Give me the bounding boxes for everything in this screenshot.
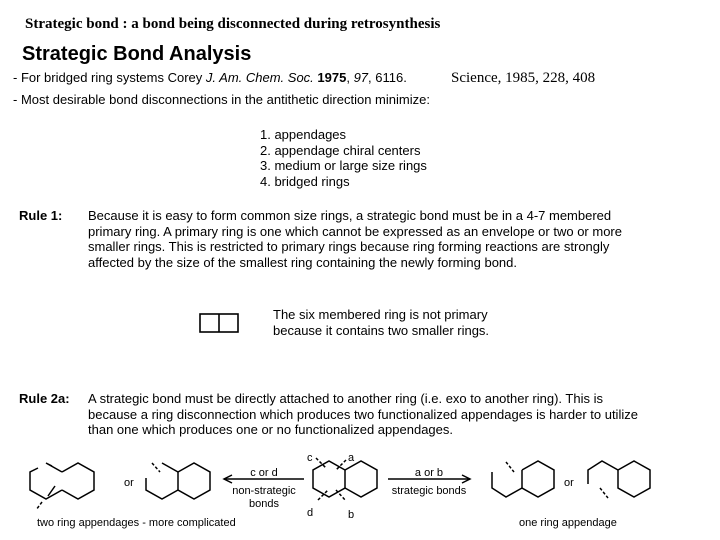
broken-bond-dash	[36, 502, 42, 510]
six-ring-note-line1: The six membered ring is not primary	[273, 307, 488, 322]
rule2a-label: Rule 2a:	[19, 391, 70, 406]
list-item: 1. appendages	[260, 127, 347, 142]
bond-label-b: b	[348, 509, 355, 521]
broken-bond-dash	[600, 488, 608, 498]
slide-title: Strategic bond : a bond being disconnected during retrosynthesis	[25, 16, 441, 32]
retrosynthesis-scheme	[0, 448, 720, 540]
corey-prefix: - For bridged ring systems Corey	[13, 70, 206, 85]
left-arrow-label-top: c or d	[250, 467, 278, 479]
list-item: 2. appendage chiral centers	[260, 142, 421, 158]
six-ring-note	[273, 307, 489, 338]
bond-label-a: a	[348, 452, 355, 464]
right-arrow-label-bottom: strategic bonds	[391, 485, 467, 497]
minimize-list	[260, 127, 427, 189]
cut-mark-b	[336, 490, 346, 501]
caption-left: two ring appendages - more complicated	[37, 517, 236, 529]
intact-ring	[178, 463, 210, 499]
or-left: or	[124, 477, 134, 489]
journal-pages: , 6116.	[368, 70, 407, 85]
left-arrow-label-bottom-1: non-strategic	[232, 485, 296, 497]
corey-reference-line: - For bridged ring systems Corey J. Am. Chem. Soc. 1975, 97, 6116.	[13, 70, 407, 85]
left-arrow-label-bottom-2: bonds	[249, 498, 279, 510]
opened-ring	[30, 468, 62, 499]
rule1-text: Because it is easy to form common size rings, a strategic bond must be in a 4-7 membered primary ring. A primary ring is one which cannot be expressed as an envelope or two or more smaller rings. This is restricted to primary rings because ring forming reactions are strongly affected by the size of the smallest ring containing the newly forming bond.	[88, 208, 622, 270]
journal-volume: 97	[353, 70, 369, 85]
intact-ring	[62, 463, 94, 499]
opened-ring	[146, 478, 178, 499]
appendage	[588, 461, 618, 484]
broken-bond-dash	[506, 462, 514, 472]
product-two-appendages-a	[30, 463, 94, 510]
list-item: 3. medium or large size rings	[260, 158, 427, 173]
right-arrow-label-top: a or b	[414, 467, 444, 479]
or-right: or	[564, 477, 574, 489]
bond-label-d: d	[307, 507, 314, 519]
rule2a-text: A strategic bond must be directly attached to another ring (i.e. exo to another ring). This is because a ring disconnection which produces two functionalized appendages is harder to utilize than one which produces one or no functionalized appendages.	[88, 391, 638, 438]
fused-ring-box-diagram	[198, 312, 242, 336]
appendage-top	[162, 463, 178, 472]
list-item: 4. bridged rings	[260, 173, 350, 189]
section-heading: Strategic Bond Analysis	[22, 43, 252, 65]
product-one-appendage-a	[492, 461, 554, 497]
journal-name: J. Am. Chem. Soc.	[205, 70, 314, 85]
broken-bond-dash	[152, 463, 160, 472]
intact-ring	[618, 461, 650, 497]
product-two-appendages-b	[146, 463, 210, 499]
appendage	[492, 472, 522, 497]
rule1-label: Rule 1:	[19, 208, 63, 223]
left-ring	[313, 461, 345, 497]
right-ring	[345, 461, 377, 497]
appendage-top	[46, 463, 62, 472]
minimize-line: - Most desirable bond disconnections in the antithetic direction minimize:	[13, 92, 430, 107]
science-reference: Science, 1985, 228, 408	[451, 70, 596, 86]
caption-right: one ring appendage	[519, 517, 617, 529]
center-decalin	[313, 458, 377, 501]
product-one-appendage-b	[588, 461, 650, 498]
journal-year: 1975	[317, 70, 347, 85]
six-ring-note-line2: because it contains two smaller rings.	[273, 322, 490, 338]
bond-label-c: c	[307, 452, 313, 464]
intact-ring	[522, 461, 554, 497]
